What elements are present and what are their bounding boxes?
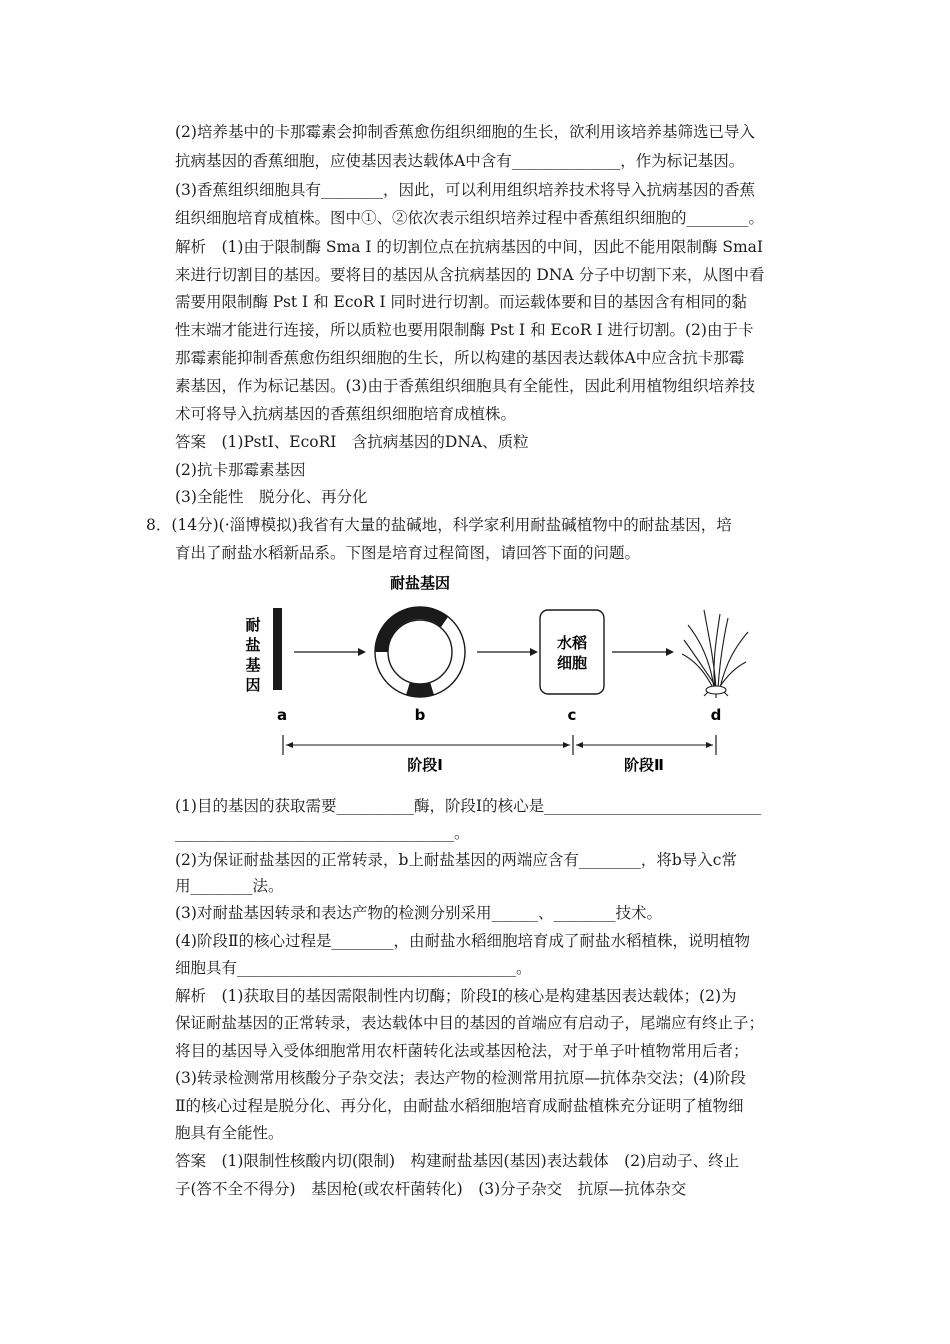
marker-segment bbox=[406, 682, 434, 697]
label-a: a bbox=[276, 706, 288, 724]
rice-cell bbox=[540, 610, 604, 694]
answer-line: (2)抗卡那霉素基因 bbox=[175, 461, 306, 479]
label-d: d bbox=[710, 706, 722, 724]
gene-label-side: 因 bbox=[245, 676, 261, 694]
process-diagram bbox=[230, 570, 750, 785]
text-line: 抗病基因的香蕉细胞，应使基因表达载体A中含有______________，作为标记基因。 bbox=[175, 152, 745, 170]
text-line: 将目的基因导入受体细胞常用农杆菌转化法或基因枪法，对于单子叶植物常用后者； bbox=[175, 1042, 749, 1060]
text-line: 育出了耐盐水稻新品系。下图是培育过程简图，请回答下面的问题。 bbox=[175, 544, 641, 562]
text-line: (3)香蕉组织细胞具有________，因此，可以利用组织培养技术将导入抗病基因的香蕉 bbox=[175, 181, 755, 199]
question-line: (3)对耐盐基因转录和表达产物的检测分别采用______、________技术。 bbox=[175, 904, 662, 922]
stage2-label: 阶段Ⅱ bbox=[624, 756, 664, 774]
label-c: c bbox=[567, 706, 577, 724]
text-line: 保证耐盐基因的正常转录，表达载体中目的基因的首端应有启动子，尾端应有终止子； bbox=[175, 1014, 765, 1032]
gene-label-top: 耐盐基因 bbox=[389, 574, 451, 592]
rice-plant-icon bbox=[682, 610, 748, 698]
text-line: 性末端才能进行连接，所以质粒也要用限制酶 Pst Ⅰ 和 EcoR Ⅰ 进行切割。(2)由于卡 bbox=[175, 321, 754, 339]
answer-line: (3)全能性 脱分化、再分化 bbox=[175, 488, 368, 506]
gene-label-side: 盐 bbox=[245, 636, 261, 654]
text-line: 胞具有全能性。 bbox=[175, 1124, 284, 1142]
text-line: 素基因，作为标记基因。(3)由于香蕉组织细胞具有全能性，因此利用植物组织培养技 bbox=[175, 377, 755, 395]
question-line: 细胞具有____________________________________。 bbox=[175, 959, 532, 977]
label-b: b bbox=[414, 706, 426, 724]
text-line: 来进行切割目的基因。要将目的基因从含抗病基因的 DNA 分子中切割下来，从图中看 bbox=[175, 266, 765, 284]
stage1-label: 阶段Ⅰ bbox=[407, 756, 443, 774]
question-line: ____________________________________。 bbox=[175, 824, 470, 842]
text-line: 术可将导入抗病基因的香蕉组织细胞培育成植株。 bbox=[175, 405, 517, 423]
question-heading: 8．(14分)(·淄博模拟)我省有大量的盐碱地，科学家利用耐盐碱植物中的耐盐基因，培 bbox=[146, 516, 732, 534]
answer-line: 子(答不全不得分) 基因枪(或农杆菌转化) (3)分子杂交 抗原—抗体杂交 bbox=[175, 1180, 687, 1198]
question-line: (2)为保证耐盐基因的正常转录，b上耐盐基因的两端应含有________，将b导入c常 bbox=[175, 851, 737, 869]
cell-label: 细胞 bbox=[556, 654, 588, 672]
text-line: (2)培养基中的卡那霉素会抑制香蕉愈伤组织细胞的生长，欲利用该培养基筛选已导入 bbox=[175, 123, 755, 141]
text-line: 解析 (1)获取目的基因需限制性内切酶；阶段Ⅰ的核心是构建基因表达载体；(2)为 bbox=[175, 987, 737, 1005]
question-line: 用________法。 bbox=[175, 877, 284, 895]
question-line: (1)目的基因的获取需要__________酶，阶段Ⅰ的核心是____________________________ bbox=[175, 797, 762, 815]
gene-label-side: 耐 bbox=[245, 616, 261, 634]
text-line: 解析 (1)由于限制酶 Sma Ⅰ 的切割位点在抗病基因的中间，因此不能用限制酶 SmaⅠ bbox=[175, 238, 764, 256]
cell-label: 水稻 bbox=[556, 634, 588, 652]
text-line: 组织细胞培育成植株。图中①、②依次表示组织培养过程中香蕉组织细胞的________。 bbox=[175, 209, 765, 227]
question-line: (4)阶段Ⅱ的核心过程是________，由耐盐水稻细胞培育成了耐盐水稻植株，说明植物 bbox=[175, 932, 750, 950]
text-line: Ⅱ的核心过程是脱分化、再分化，由耐盐水稻细胞培育成耐盐植株充分证明了植物细 bbox=[175, 1097, 744, 1115]
gene-label-side: 基 bbox=[245, 656, 261, 674]
text-line: 需要用限制酶 Pst Ⅰ 和 EcoR Ⅰ 同时进行切割。而运载体要和目的基因含有相同的黏 bbox=[175, 293, 748, 311]
text-line: (3)转录检测常用核酸分子杂交法；表达产物的检测常用抗原—抗体杂交法；(4)阶段 bbox=[175, 1069, 746, 1087]
text-line: 那霉素能抑制香蕉愈伤组织细胞的生长，所以构建的基因表达载体A中应含抗卡那霉 bbox=[175, 349, 745, 367]
gene-bar bbox=[273, 608, 282, 690]
answer-line: 答案 (1)PstⅠ、EcoRⅠ 含抗病基因的DNA、质粒 bbox=[175, 433, 529, 451]
answer-line: 答案 (1)限制性核酸内切(限制) 构建耐盐基因(基因)表达载体 (2)启动子、终止 bbox=[175, 1152, 740, 1170]
